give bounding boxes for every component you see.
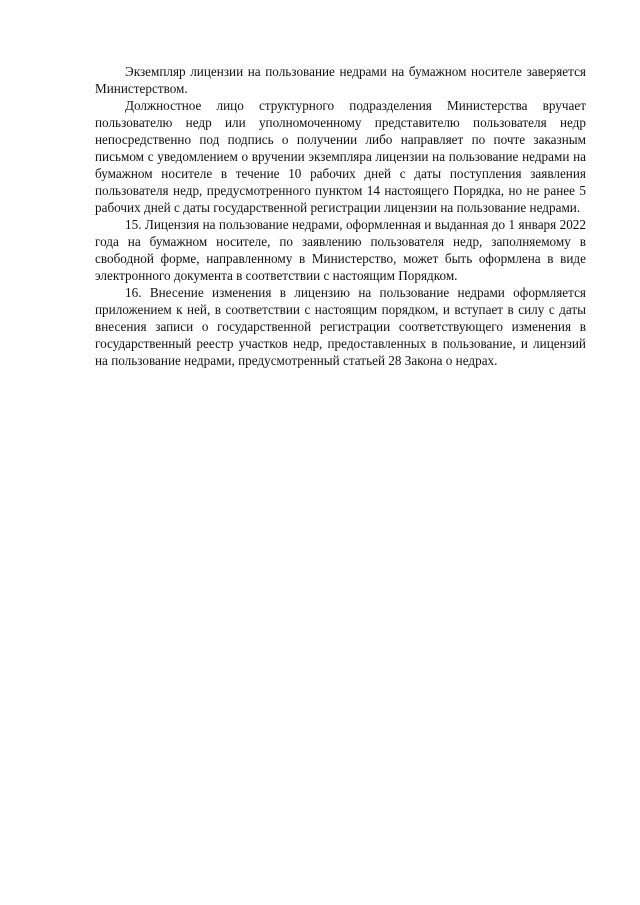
paragraph-license-delivery: Должностное лицо структурного подразделения Министерства вручает пользователю недр или уполномоченному представителю пользователя недр непосредственно под подпись о получении либо направляет по почте заказным письмом с уведомлением о вручении экземпляра лицензии на пользование недрами на бумажном носителе в течение 10 рабочих дней с даты поступления заявления пользователя недр, предусмотренного пунктом 14 настоящего Порядка, но не ранее 5 рабочих дней с даты государственной регистрации лицензии на пользование недрами. (95, 98, 586, 215)
paragraph-item-15: 15. Лицензия на пользование недрами, оформленная и выданная до 1 января 2022 года на бумажном носителе, по заявлению пользователя недр, заполняемому в свободной форме, направленному в Министерство, может быть оформлена в виде электронного документа в соответствии с настоящим Порядком. (95, 217, 586, 283)
paragraph-item-16: 16. Внесение изменения в лицензию на пользование недрами оформляется приложением к ней, в соответствии с настоящим порядком, и вступает в силу с даты внесения записи о государственной регистрации соответствующего изменения в государственный реестр участков недр, предоставленных в пользование, и лицензий на пользование недрами, предусмотренный статьей 28 Закона о недрах. (95, 285, 586, 368)
paragraph-license-certification: Экземпляр лицензии на пользование недрами на бумажном носителе заверяется Министерством. (95, 64, 586, 96)
